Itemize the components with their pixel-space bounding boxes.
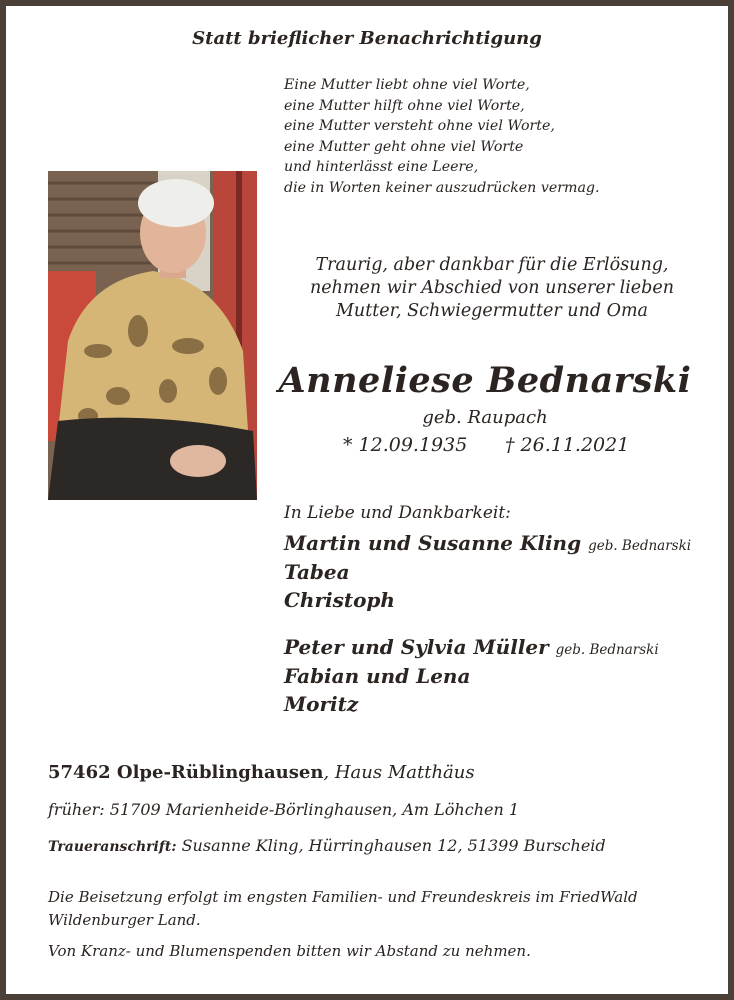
family-intro: In Liebe und Dankbarkeit: (284, 503, 511, 523)
poem-line: und hinterlässt eine Leere, (284, 159, 479, 175)
couple-name: Martin und Susanne Kling (284, 531, 582, 555)
deceased-name: Anneliese Bednarski (278, 360, 692, 401)
poem-line: eine Mutter hilft ohne viel Worte, (284, 97, 525, 114)
portrait-photo (48, 171, 257, 500)
family-couple (284, 635, 659, 659)
family-child: Tabea (284, 560, 350, 584)
mourning-address-label: Traueranschrift: (48, 839, 177, 855)
former-address: früher: 51709 Marienheide-Börlinghausen, Am Löhchen 1 (48, 800, 520, 819)
intro-line: Mutter, Schwiegermutter und Oma (336, 301, 648, 321)
address-line (48, 762, 475, 783)
mourning-address (48, 836, 606, 855)
family-couple (284, 531, 691, 555)
couple-name: Peter und Sylvia Müller (284, 635, 549, 659)
intro-line: nehmen wir Abschied von unserer lieben (310, 278, 674, 298)
address-house: , Haus Matthäus (323, 762, 475, 783)
couple-maiden-name: geb. Bednarski (588, 538, 692, 554)
poem-line: eine Mutter versteht ohne viel Worte, (284, 118, 555, 134)
wreath-note: Von Kranz- und Blumenspenden bitten wir Abstand zu nehmen. (48, 942, 531, 960)
intro-text (272, 254, 712, 323)
family-child: Christoph (284, 588, 395, 612)
couple-maiden-name: geb. Bednarski (555, 642, 659, 658)
mourning-address-value: Susanne Kling, Hürringhausen 12, 51399 Burscheid (176, 836, 606, 855)
poem-line: Eine Mutter liebt ohne viel Worte, (284, 77, 530, 93)
family-child: Moritz (284, 692, 359, 716)
birth-date: * 12.09.1935 (343, 434, 468, 456)
header-title: Statt brieflicher Benachrichtigung (192, 28, 542, 49)
portrait-illustration (48, 171, 257, 500)
intro-line: Traurig, aber dankbar für die Erlösung, (315, 255, 669, 275)
poem (284, 75, 600, 198)
address-place: 57462 Olpe-Rüblinghausen (48, 762, 324, 783)
maiden-name: geb. Raupach (422, 407, 548, 428)
death-date: † 26.11.2021 (505, 434, 630, 456)
family-child: Fabian und Lena (284, 664, 471, 688)
poem-line: die in Worten keiner auszudrücken vermag. (284, 179, 600, 196)
burial-note: Die Beisetzung erfolgt im engsten Familien- und Freundeskreis im FriedWald Wildenburger Land. (48, 888, 638, 929)
poem-line: eine Mutter geht ohne viel Worte (284, 138, 524, 155)
